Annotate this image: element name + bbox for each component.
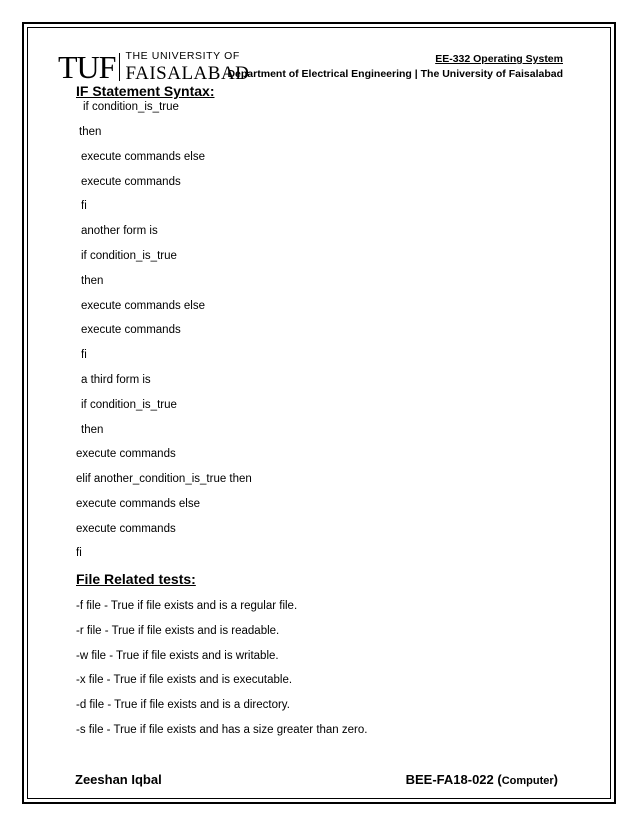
if-line: execute commands else xyxy=(76,498,201,510)
if-line: then xyxy=(81,424,104,436)
if-line: execute commands xyxy=(81,176,181,188)
if-line: if condition_is_true xyxy=(83,101,179,113)
registration-id xyxy=(406,772,558,787)
logo-mark: TUF xyxy=(58,49,116,85)
if-line: then xyxy=(79,126,102,138)
file-test-line: -x file - True if file exists and is executable. xyxy=(76,674,293,686)
registration-close: ) xyxy=(553,772,558,787)
file-tests-heading: File Related tests: xyxy=(76,571,196,587)
if-line: if condition_is_true xyxy=(81,399,177,411)
file-test-line: -s file - True if file exists and has a size greater than zero. xyxy=(76,724,368,736)
if-line: execute commands xyxy=(76,523,176,535)
author-name: Zeeshan Iqbal xyxy=(75,772,162,787)
department-line: Department of Electrical Engineering | The University of Faisalabad xyxy=(227,68,563,80)
file-test-line: -d file - True if file exists and is a directory. xyxy=(76,699,290,711)
file-test-line: -f file - True if file exists and is a regular file. xyxy=(76,600,298,612)
if-line: elif another_condition_is_true then xyxy=(76,473,252,485)
if-line: another form is xyxy=(81,225,158,237)
university-logo xyxy=(58,50,249,84)
if-line: a third form is xyxy=(81,374,151,386)
if-line: fi xyxy=(81,349,87,361)
if-line: fi xyxy=(76,547,82,559)
logo-line-2: FAISALABAD xyxy=(125,62,250,84)
if-line: if condition_is_true xyxy=(81,250,177,262)
file-test-line: -w file - True if file exists and is writable. xyxy=(76,650,279,662)
program-note: Computer xyxy=(501,775,554,787)
course-title: EE-332 Operating System xyxy=(435,53,563,65)
file-test-line: -r file - True if file exists and is readable. xyxy=(76,625,280,637)
if-section-heading: IF Statement Syntax: xyxy=(76,83,215,99)
logo-line-1: THE UNIVERSITY OF xyxy=(125,50,240,63)
if-line: execute commands else xyxy=(81,300,206,312)
if-line: execute commands xyxy=(76,448,176,460)
if-line: execute commands xyxy=(81,324,181,336)
if-line: then xyxy=(81,275,104,287)
registration-number: BEE-FA18-022 ( xyxy=(405,772,502,787)
if-line: execute commands else xyxy=(81,151,206,163)
if-line: fi xyxy=(81,200,87,212)
logo-divider xyxy=(119,53,120,81)
